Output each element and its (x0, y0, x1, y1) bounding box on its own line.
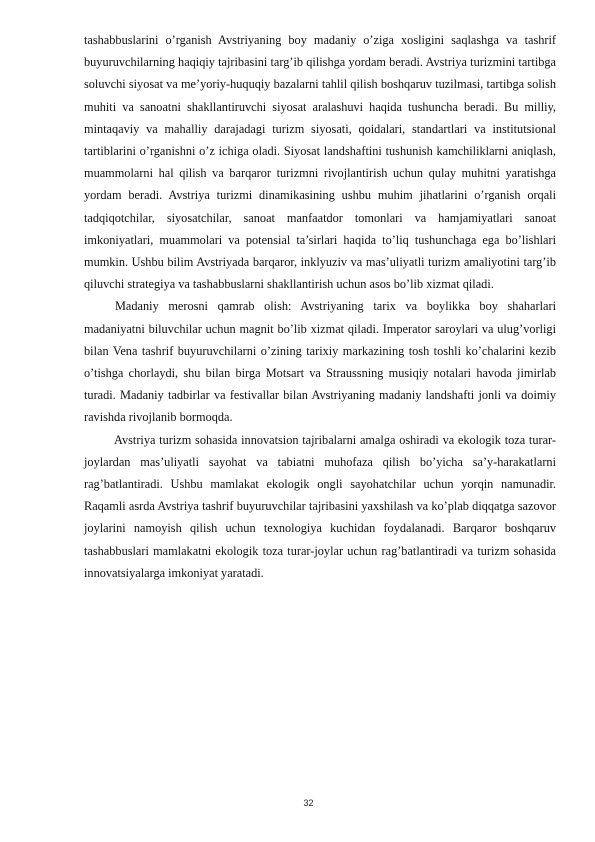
paragraph-cultural-heritage: Madaniy merosni qamrab olish: Avstriyaning tarix va boylikka boy shaharlari madaniyatni biluvchilar uchun magnit bo’lib xizmat qiladi. Imperator saroylari va ulug’vorligi bilan Vena tashrif buyuruvchilarni o’zining tarixiy markazining tosh toshli ko’chalarini kezib o’tishga chorlaydi, shu bilan birga Motsart va Straussning musiqiy notalari havoda jimirlab turadi. Madaniy tadbirlar va festivallar bilan Avstriyaning madaniy landshafti jonli va doimiy ravishda rivojlanib bormoqda. (84, 299, 556, 425)
paragraph-innovation: Avstriya turizm sohasida innovatsion tajribalarni amalga oshiradi va ekologik toza turar-joylardan mas’uliyatli sayohat va tabiatni muhofaza qilish bo’yicha sa’y-harakatlarni rag’batlantiradi. Ushbu mamlakat ekologik ongli sayohatchilar uchun yorqin namunadir. Raqamli asrda Avstriya tashrif buyuruvchilar tajribasini yaxshilash va ko’plab diqqatga sazovor joylarini namoyish qilish uchun texnologiya kuchidan foydalanadi. Barqaror boshqaruv tashabbuslari mamlakatni ekologik toza turar-joylar uchun rag’batlantiradi va turizm sohasida innovatsiyalarga imkoniyat yaratadi. (84, 432, 556, 580)
document-body (84, 29, 556, 584)
page-number: 32 (303, 798, 314, 808)
paragraph-policy-analysis: tashabbuslarini o’rganish Avstriyaning boy madaniy o’ziga xosligini saqlashga va tashrif buyuruvchilarning haqiqiy tajribasini targ’ib qilishga yordam beradi. Avstriya turizmini tartibga soluvchi siyosat va me’yoriy-huquqiy bazalarni tahlil qilish boshqaruv tuzilmasi, tartibga solish muhiti va sanoatni shakllantiruvchi siyosat aralashuvi haqida tushuncha beradi. Bu milliy, mintaqaviy va mahalliy darajadagi turizm siyosati, qoidalari, standartlari va institutsional tartiblarini o’rganishni o’z ichiga oladi. Siyosat landshaftini tushunish kamchiliklarni aniqlash, muammolarni hal qilish va barqaror turizmni rivojlantirish uchun qulay muhitni yaratishga yordam beradi. Avstriya turizmi dinamikasining ushbu muhim jihatlarini o’rganish orqali tadqiqotchilar, siyosatchilar, sanoat manfaatdor tomonlari va hamjamiyatlari sanoat imkoniyatlari, muammolari va potensial ta’sirlari haqida to’liq tushunchaga ega bo’lishlari mumkin. Ushbu bilim Avstriyada barqaror, inklyuziv va mas’uliyatli turizm amaliyotini targ’ib qiluvchi strategiya va tashabbuslarni shakllantirish uchun asos bo’lib xizmat qiladi. (84, 33, 556, 292)
